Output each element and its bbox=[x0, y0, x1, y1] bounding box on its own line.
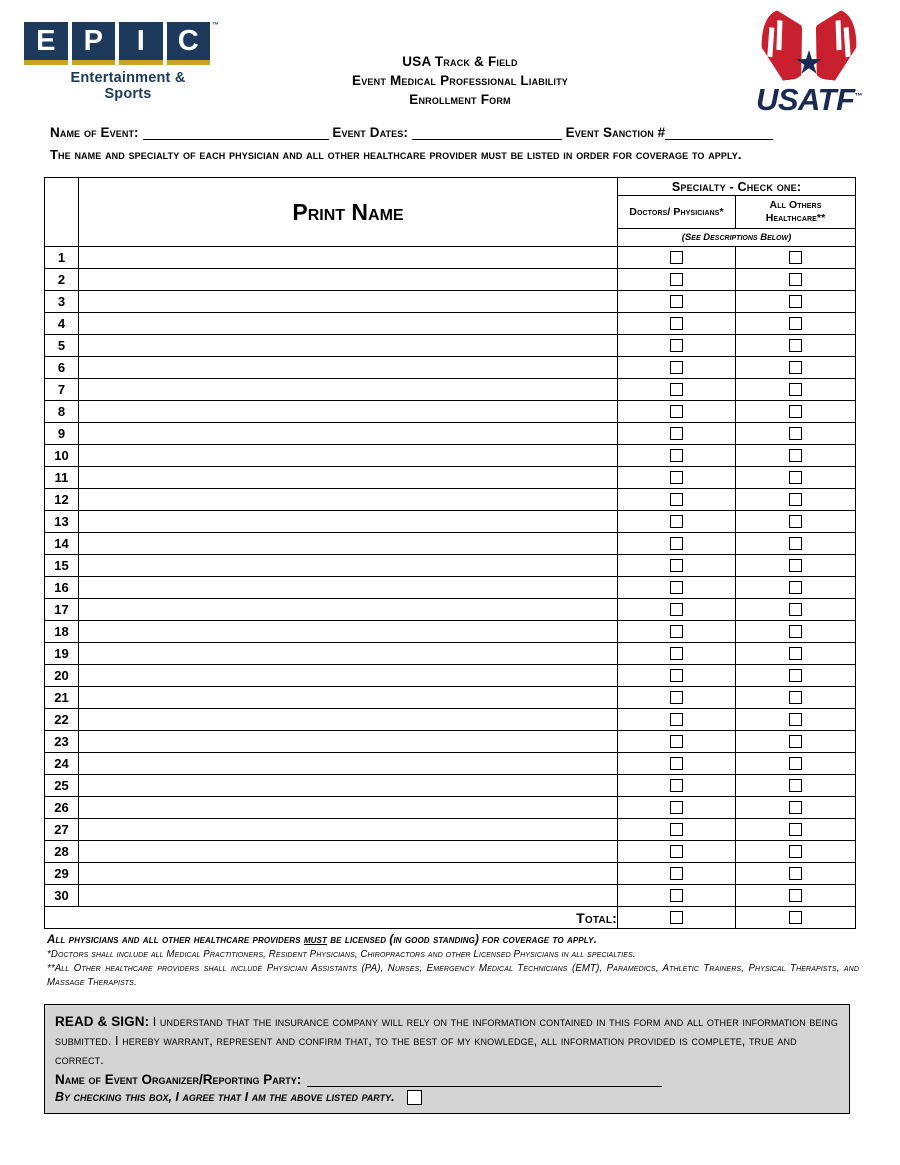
doctors-checkbox-cell[interactable] bbox=[618, 665, 736, 687]
all-others-checkbox-cell[interactable] bbox=[736, 555, 856, 577]
all-others-checkbox-cell[interactable] bbox=[736, 731, 856, 753]
checkbox-icon[interactable] bbox=[670, 801, 683, 814]
checkbox-icon[interactable] bbox=[670, 779, 683, 792]
all-others-checkbox-cell[interactable] bbox=[736, 445, 856, 467]
checkbox-icon[interactable] bbox=[789, 383, 802, 396]
table-row bbox=[45, 489, 856, 511]
doctors-checkbox-cell[interactable] bbox=[618, 511, 736, 533]
footnote-licensing-must: must bbox=[303, 934, 327, 946]
checkbox-icon[interactable] bbox=[789, 427, 802, 440]
doctors-checkbox-cell[interactable] bbox=[618, 555, 736, 577]
all-others-checkbox-cell[interactable] bbox=[736, 423, 856, 445]
checkbox-icon[interactable] bbox=[670, 537, 683, 550]
row-number: 29 bbox=[45, 863, 79, 885]
table-row bbox=[45, 511, 856, 533]
row-number: 22 bbox=[45, 709, 79, 731]
print-name-input[interactable] bbox=[79, 313, 618, 335]
checkbox-icon[interactable] bbox=[670, 493, 683, 506]
checkbox-icon[interactable] bbox=[789, 691, 802, 704]
table-row bbox=[45, 445, 856, 467]
see-descriptions-note: (See Descriptions Below) bbox=[618, 229, 856, 247]
usatf-wordmark-text: USATF bbox=[755, 82, 855, 117]
all-others-checkbox-cell[interactable] bbox=[736, 379, 856, 401]
read-and-sign-heading: READ & SIGN: bbox=[55, 1014, 150, 1029]
checkbox-icon[interactable] bbox=[789, 251, 802, 264]
all-others-checkbox-cell[interactable] bbox=[736, 335, 856, 357]
doctors-checkbox-cell[interactable] bbox=[618, 533, 736, 555]
row-number: 9 bbox=[45, 423, 79, 445]
print-name-input[interactable] bbox=[79, 885, 618, 907]
print-name-input[interactable] bbox=[79, 291, 618, 313]
table-row bbox=[45, 731, 856, 753]
epic-letter-c bbox=[167, 22, 219, 65]
table-row bbox=[45, 247, 856, 269]
checkbox-icon[interactable] bbox=[670, 405, 683, 418]
print-name-input[interactable] bbox=[79, 643, 618, 665]
row-number: 15 bbox=[45, 555, 79, 577]
row-number: 17 bbox=[45, 599, 79, 621]
agreement-checkbox-icon[interactable] bbox=[407, 1090, 422, 1105]
all-others-checkbox-cell[interactable] bbox=[736, 401, 856, 423]
specialty-header: Specialty - Check one: bbox=[618, 178, 856, 196]
title-line-3: Enrollment Form bbox=[409, 92, 511, 107]
table-row bbox=[45, 709, 856, 731]
all-others-checkbox-cell[interactable] bbox=[736, 467, 856, 489]
print-name-header: Print Name bbox=[79, 178, 618, 247]
table-row bbox=[45, 401, 856, 423]
checkbox-icon[interactable] bbox=[789, 757, 802, 770]
table-row bbox=[45, 753, 856, 775]
agreement-row bbox=[55, 1090, 839, 1105]
epic-letter-p bbox=[72, 22, 116, 65]
event-sanction-label: Event Sanction # bbox=[565, 125, 666, 140]
total-row-group bbox=[45, 907, 856, 929]
row-number: 12 bbox=[45, 489, 79, 511]
checkbox-icon[interactable] bbox=[789, 845, 802, 858]
all-others-checkbox-cell[interactable] bbox=[736, 489, 856, 511]
doctors-checkbox-cell[interactable] bbox=[618, 489, 736, 511]
read-and-sign-statement bbox=[55, 1012, 839, 1070]
row-number: 1 bbox=[45, 247, 79, 269]
doctors-checkbox-cell[interactable] bbox=[618, 621, 736, 643]
checkbox-icon[interactable] bbox=[670, 361, 683, 374]
checkbox-icon[interactable] bbox=[670, 471, 683, 484]
epic-gold-bar bbox=[24, 60, 68, 65]
all-others-checkbox-cell[interactable] bbox=[736, 841, 856, 863]
doctors-checkbox-cell[interactable] bbox=[618, 445, 736, 467]
epic-letter-c-glyph: C bbox=[167, 22, 211, 60]
checkbox-icon[interactable] bbox=[670, 603, 683, 616]
row-number: 3 bbox=[45, 291, 79, 313]
checkbox-icon[interactable] bbox=[789, 625, 802, 638]
event-dates-input[interactable] bbox=[412, 139, 562, 140]
all-others-line-1: All Others bbox=[769, 199, 822, 211]
print-name-input[interactable] bbox=[79, 445, 618, 467]
print-name-input[interactable] bbox=[79, 775, 618, 797]
print-name-input[interactable] bbox=[79, 621, 618, 643]
table-row bbox=[45, 819, 856, 841]
read-and-sign-body: I understand that the insurance company will rely on the information contained in this form and all other information being submitted. I hereby warrant, represent and confirm that, to the best of my knowledge, all information provided is complete, true and correct. bbox=[55, 1015, 838, 1067]
all-others-checkbox-cell[interactable] bbox=[736, 511, 856, 533]
row-number: 30 bbox=[45, 885, 79, 907]
row-number: 5 bbox=[45, 335, 79, 357]
table-row bbox=[45, 841, 856, 863]
print-name-input[interactable] bbox=[79, 665, 618, 687]
checkbox-icon[interactable] bbox=[670, 383, 683, 396]
checkbox-icon[interactable] bbox=[789, 559, 802, 572]
all-others-checkbox-cell[interactable] bbox=[736, 753, 856, 775]
page-header bbox=[0, 0, 900, 125]
checkbox-icon[interactable] bbox=[789, 669, 802, 682]
table-row bbox=[45, 313, 856, 335]
checkbox-icon[interactable] bbox=[789, 339, 802, 352]
print-name-input[interactable] bbox=[79, 335, 618, 357]
checkbox-icon[interactable] bbox=[789, 823, 802, 836]
usatf-wordmark bbox=[744, 82, 874, 118]
checkbox-icon[interactable] bbox=[670, 449, 683, 462]
row-number: 23 bbox=[45, 731, 79, 753]
checkbox-icon[interactable] bbox=[670, 427, 683, 440]
row-number-header bbox=[45, 178, 79, 247]
agreement-label: By checking this box, I agree that I am the above listed party. bbox=[55, 1090, 395, 1104]
print-name-input[interactable] bbox=[79, 863, 618, 885]
checkbox-icon[interactable] bbox=[789, 735, 802, 748]
checkbox-icon[interactable] bbox=[789, 493, 802, 506]
doctors-column-header: Doctors/ Physicians* bbox=[618, 196, 736, 229]
instruction-text: The name and specialty of each physician and all other healthcare provider must be listed in order for coverage to apply. bbox=[50, 147, 742, 162]
row-number: 20 bbox=[45, 665, 79, 687]
row-number: 28 bbox=[45, 841, 79, 863]
print-name-input[interactable] bbox=[79, 401, 618, 423]
print-name-input[interactable] bbox=[79, 555, 618, 577]
name-of-event-input[interactable] bbox=[143, 139, 329, 140]
print-name-input[interactable] bbox=[79, 599, 618, 621]
doctors-checkbox-cell[interactable] bbox=[618, 401, 736, 423]
doctors-checkbox-cell[interactable] bbox=[618, 643, 736, 665]
row-number: 26 bbox=[45, 797, 79, 819]
checkbox-icon[interactable] bbox=[670, 295, 683, 308]
total-all-others-cell[interactable] bbox=[736, 907, 856, 929]
checkbox-icon[interactable] bbox=[670, 911, 683, 924]
print-name-input[interactable] bbox=[79, 269, 618, 291]
print-name-input[interactable] bbox=[79, 467, 618, 489]
doctors-checkbox-cell[interactable] bbox=[618, 577, 736, 599]
all-others-checkbox-cell[interactable] bbox=[736, 599, 856, 621]
print-name-input[interactable] bbox=[79, 577, 618, 599]
epic-letter-p-glyph: P bbox=[72, 22, 116, 60]
epic-letter-i bbox=[119, 22, 163, 65]
all-others-checkbox-cell[interactable] bbox=[736, 269, 856, 291]
checkbox-icon[interactable] bbox=[670, 669, 683, 682]
checkbox-icon[interactable] bbox=[789, 449, 802, 462]
print-name-input[interactable] bbox=[79, 797, 618, 819]
print-name-input[interactable] bbox=[79, 731, 618, 753]
row-number: 24 bbox=[45, 753, 79, 775]
table-row bbox=[45, 291, 856, 313]
print-name-input[interactable] bbox=[79, 841, 618, 863]
event-dates-label: Event Dates: bbox=[332, 125, 408, 140]
checkbox-icon[interactable] bbox=[789, 471, 802, 484]
table-row bbox=[45, 687, 856, 709]
all-others-checkbox-cell[interactable] bbox=[736, 687, 856, 709]
checkbox-icon[interactable] bbox=[789, 801, 802, 814]
row-number: 11 bbox=[45, 467, 79, 489]
checkbox-icon[interactable] bbox=[670, 867, 683, 880]
row-number: 16 bbox=[45, 577, 79, 599]
row-number: 4 bbox=[45, 313, 79, 335]
row-number: 2 bbox=[45, 269, 79, 291]
print-name-input[interactable] bbox=[79, 489, 618, 511]
table-row bbox=[45, 797, 856, 819]
doctors-checkbox-cell[interactable] bbox=[618, 599, 736, 621]
print-name-input[interactable] bbox=[79, 357, 618, 379]
checkbox-icon[interactable] bbox=[670, 735, 683, 748]
doctors-checkbox-cell[interactable] bbox=[618, 357, 736, 379]
trademark-icon: ™ bbox=[212, 22, 219, 29]
doctors-checkbox-cell[interactable] bbox=[618, 269, 736, 291]
all-others-checkbox-cell[interactable] bbox=[736, 863, 856, 885]
checkbox-icon[interactable] bbox=[789, 867, 802, 880]
all-others-checkbox-cell[interactable] bbox=[736, 819, 856, 841]
row-number: 6 bbox=[45, 357, 79, 379]
checkbox-icon[interactable] bbox=[789, 581, 802, 594]
epic-letter-e bbox=[24, 22, 68, 65]
table-row bbox=[45, 621, 856, 643]
print-name-input[interactable] bbox=[79, 819, 618, 841]
doctors-checkbox-cell[interactable] bbox=[618, 335, 736, 357]
enrollment-table bbox=[44, 177, 856, 929]
checkbox-icon[interactable] bbox=[670, 647, 683, 660]
doctors-checkbox-cell[interactable] bbox=[618, 885, 736, 907]
checkbox-icon[interactable] bbox=[670, 625, 683, 638]
checkbox-icon[interactable] bbox=[670, 559, 683, 572]
row-number: 10 bbox=[45, 445, 79, 467]
doctors-checkbox-cell[interactable] bbox=[618, 467, 736, 489]
checkbox-icon[interactable] bbox=[670, 273, 683, 286]
organizer-name-input[interactable] bbox=[307, 1086, 662, 1087]
footnote-licensing-post: be licensed (in good standing) for coverage to apply. bbox=[326, 934, 597, 946]
checkbox-icon[interactable] bbox=[789, 361, 802, 374]
table-row bbox=[45, 643, 856, 665]
trademark-icon: ™ bbox=[854, 91, 863, 101]
epic-logo-letters bbox=[24, 22, 219, 65]
checkbox-icon[interactable] bbox=[789, 889, 802, 902]
table-row bbox=[45, 885, 856, 907]
table-row bbox=[45, 665, 856, 687]
table-row bbox=[45, 335, 856, 357]
title-line-1: USA Track & Field bbox=[402, 54, 518, 69]
doctors-checkbox-cell[interactable] bbox=[618, 863, 736, 885]
checkbox-icon[interactable] bbox=[789, 537, 802, 550]
doctors-checkbox-cell[interactable] bbox=[618, 775, 736, 797]
checkbox-icon[interactable] bbox=[789, 713, 802, 726]
epic-logo bbox=[24, 22, 219, 102]
doctors-checkbox-cell[interactable] bbox=[618, 797, 736, 819]
row-number: 8 bbox=[45, 401, 79, 423]
all-others-checkbox-cell[interactable] bbox=[736, 533, 856, 555]
print-name-input[interactable] bbox=[79, 533, 618, 555]
print-name-input[interactable] bbox=[79, 511, 618, 533]
doctors-checkbox-cell[interactable] bbox=[618, 247, 736, 269]
table-row bbox=[45, 599, 856, 621]
table-row bbox=[45, 423, 856, 445]
all-others-checkbox-cell[interactable] bbox=[736, 621, 856, 643]
name-of-event-label: Name of Event: bbox=[50, 125, 139, 140]
row-number: 19 bbox=[45, 643, 79, 665]
page-title bbox=[250, 52, 670, 109]
print-name-input[interactable] bbox=[79, 687, 618, 709]
print-name-input[interactable] bbox=[79, 379, 618, 401]
total-row bbox=[45, 907, 856, 929]
enrollment-table-wrapper bbox=[44, 177, 855, 929]
print-name-input[interactable] bbox=[79, 753, 618, 775]
table-row bbox=[45, 269, 856, 291]
table-row bbox=[45, 533, 856, 555]
checkbox-icon[interactable] bbox=[670, 515, 683, 528]
checkbox-icon[interactable] bbox=[670, 339, 683, 352]
title-line-2: Event Medical Professional Liability bbox=[352, 73, 568, 88]
all-others-column-header bbox=[736, 196, 856, 229]
event-sanction-input[interactable] bbox=[665, 139, 773, 140]
epic-letter-e-glyph: E bbox=[24, 22, 68, 60]
epic-logo-tagline: Entertainment & Sports bbox=[70, 70, 186, 102]
checkbox-icon[interactable] bbox=[789, 515, 802, 528]
usatf-logo bbox=[744, 8, 874, 118]
all-others-line-2: Healthcare** bbox=[765, 212, 826, 224]
doctors-checkbox-cell[interactable] bbox=[618, 819, 736, 841]
all-others-checkbox-cell[interactable] bbox=[736, 775, 856, 797]
read-and-sign-box bbox=[44, 1004, 850, 1114]
footnote-doctors: *Doctors shall include all Medical Practitioners, Resident Physicians, Chiropractors and other Licensed Physicians in all specialties. bbox=[47, 949, 636, 960]
checkbox-icon[interactable] bbox=[789, 911, 802, 924]
checkbox-icon[interactable] bbox=[670, 757, 683, 770]
all-others-checkbox-cell[interactable] bbox=[736, 709, 856, 731]
all-others-checkbox-cell[interactable] bbox=[736, 665, 856, 687]
checkbox-icon[interactable] bbox=[670, 581, 683, 594]
checkbox-icon[interactable] bbox=[789, 779, 802, 792]
all-others-checkbox-cell[interactable] bbox=[736, 643, 856, 665]
doctors-checkbox-cell[interactable] bbox=[618, 731, 736, 753]
doctors-checkbox-cell[interactable] bbox=[618, 291, 736, 313]
all-others-checkbox-cell[interactable] bbox=[736, 313, 856, 335]
doctors-checkbox-cell[interactable] bbox=[618, 313, 736, 335]
doctors-checkbox-cell[interactable] bbox=[618, 687, 736, 709]
organizer-label: Name of Event Organizer/Reporting Party: bbox=[55, 1072, 302, 1087]
epic-letter-i-glyph: I bbox=[119, 22, 163, 60]
all-others-checkbox-cell[interactable] bbox=[736, 797, 856, 819]
epic-gold-bar bbox=[167, 60, 211, 65]
all-others-checkbox-cell[interactable] bbox=[736, 357, 856, 379]
epic-gold-bar bbox=[119, 60, 163, 65]
row-number: 14 bbox=[45, 533, 79, 555]
total-label: Total: bbox=[45, 907, 618, 929]
row-number: 18 bbox=[45, 621, 79, 643]
checkbox-icon[interactable] bbox=[670, 713, 683, 726]
table-row bbox=[45, 577, 856, 599]
row-number: 27 bbox=[45, 819, 79, 841]
all-others-checkbox-cell[interactable] bbox=[736, 577, 856, 599]
epic-gold-bar bbox=[72, 60, 116, 65]
footnote-licensing-pre: All physicians and all other healthcare providers bbox=[47, 934, 304, 946]
checkbox-icon[interactable] bbox=[670, 251, 683, 264]
row-number: 13 bbox=[45, 511, 79, 533]
checkbox-icon[interactable] bbox=[789, 603, 802, 616]
row-number: 21 bbox=[45, 687, 79, 709]
table-row bbox=[45, 357, 856, 379]
table-row bbox=[45, 863, 856, 885]
doctors-checkbox-cell[interactable] bbox=[618, 841, 736, 863]
checkbox-icon[interactable] bbox=[670, 823, 683, 836]
table-row bbox=[45, 467, 856, 489]
row-number: 25 bbox=[45, 775, 79, 797]
table-row bbox=[45, 775, 856, 797]
checkbox-icon[interactable] bbox=[789, 317, 802, 330]
checkbox-icon[interactable] bbox=[789, 295, 802, 308]
footnotes bbox=[47, 933, 859, 990]
all-others-checkbox-cell[interactable] bbox=[736, 247, 856, 269]
all-others-checkbox-cell[interactable] bbox=[736, 885, 856, 907]
doctors-checkbox-cell[interactable] bbox=[618, 423, 736, 445]
checkbox-icon[interactable] bbox=[670, 317, 683, 330]
event-info-line bbox=[50, 125, 860, 140]
footnote-licensing bbox=[47, 933, 859, 948]
checkbox-icon[interactable] bbox=[670, 691, 683, 704]
enrollment-rows bbox=[45, 247, 856, 907]
print-name-input[interactable] bbox=[79, 247, 618, 269]
print-name-input[interactable] bbox=[79, 423, 618, 445]
checkbox-icon[interactable] bbox=[670, 889, 683, 902]
all-others-checkbox-cell[interactable] bbox=[736, 291, 856, 313]
usatf-wings-icon bbox=[744, 8, 874, 80]
print-name-input[interactable] bbox=[79, 709, 618, 731]
table-row bbox=[45, 555, 856, 577]
checkbox-icon[interactable] bbox=[789, 405, 802, 418]
checkbox-icon[interactable] bbox=[789, 647, 802, 660]
checkbox-icon[interactable] bbox=[789, 273, 802, 286]
row-number: 7 bbox=[45, 379, 79, 401]
table-header-row-1 bbox=[45, 178, 856, 196]
doctors-checkbox-cell[interactable] bbox=[618, 379, 736, 401]
organizer-field-row bbox=[55, 1072, 839, 1087]
footnote-all-others: **All Other healthcare providers shall include Physician Assistants (PA), Nurses, Emergency Medical Technicians (EMT), Paramedics, Athletic Trainers, Physical Therapists, and Massage Therapists. bbox=[47, 963, 859, 988]
doctors-checkbox-cell[interactable] bbox=[618, 753, 736, 775]
table-row bbox=[45, 379, 856, 401]
checkbox-icon[interactable] bbox=[670, 845, 683, 858]
doctors-checkbox-cell[interactable] bbox=[618, 709, 736, 731]
total-doctors-cell[interactable] bbox=[618, 907, 736, 929]
